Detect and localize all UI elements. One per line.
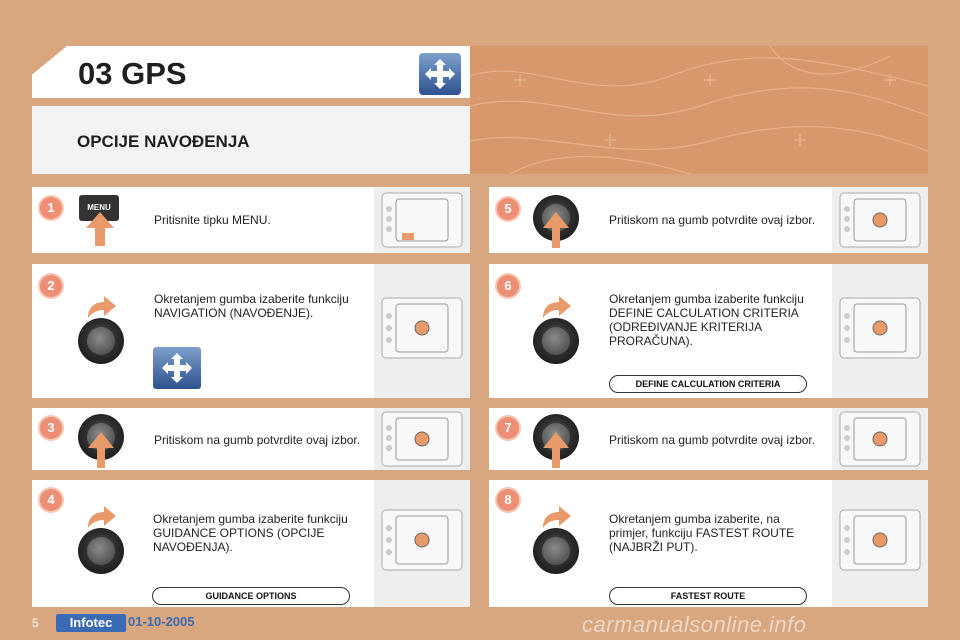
rotate-arrow-icon (541, 296, 571, 318)
watermark: carmanualsonline.info (582, 612, 807, 637)
menu-option-label: DEFINE CALCULATION CRITERIA (609, 375, 807, 393)
radio-unit-image (374, 264, 470, 398)
edition-date: 01-10-2005 (128, 614, 195, 629)
rotary-knob (78, 528, 124, 574)
radio-unit-image (832, 187, 928, 253)
menu-option-label: GUIDANCE OPTIONS (152, 587, 350, 605)
radio-unit-image (832, 480, 928, 607)
press-arrow-icon (543, 212, 569, 248)
press-arrow-icon (86, 212, 114, 246)
page-number: 5 (32, 616, 39, 630)
section-title: OPCIJE NAVOĐENJA (77, 132, 250, 151)
navigation-icon (153, 347, 201, 389)
press-arrow-icon (88, 432, 114, 468)
rotary-knob (533, 528, 579, 574)
step-text: Pritisnite tipku MENU. (154, 213, 271, 227)
step-number-badge: 7 (497, 417, 519, 439)
step-text: Okretanjem gumba izaberite funkciju GUIDANCE OPTIONS (OPCIJE NAVOĐENJA). (153, 512, 348, 554)
step-number-badge: 1 (40, 197, 62, 219)
step-number-badge: 5 (497, 198, 519, 220)
rotary-knob (533, 318, 579, 364)
navigation-icon (419, 53, 461, 95)
step-text: Pritiskom na gumb potvrdite ovaj izbor. (609, 213, 816, 227)
radio-unit-image (374, 187, 470, 253)
rotary-knob (78, 318, 124, 364)
step-text: Okretanjem gumba izaberite, na primjer, funkciju FASTEST ROUTE (NAJBRŽI PUT). (609, 512, 795, 554)
rotate-arrow-icon (541, 506, 571, 528)
rotate-arrow-icon (86, 506, 116, 528)
step-text: Pritiskom na gumb potvrdite ovaj izbor. (154, 433, 361, 447)
step-number-badge: 6 (497, 275, 519, 297)
step-number-badge: 3 (40, 417, 62, 439)
radio-unit-image (374, 408, 470, 470)
menu-button: MENU (79, 195, 119, 221)
step-number-badge: 2 (40, 275, 62, 297)
press-arrow-icon (543, 432, 569, 468)
radio-unit-image (832, 264, 928, 398)
menu-option-label: FASTEST ROUTE (609, 587, 807, 605)
radio-unit-image (374, 480, 470, 607)
rotate-arrow-icon (86, 296, 116, 318)
step-number-badge: 4 (40, 489, 62, 511)
step-number-badge: 8 (497, 489, 519, 511)
step-text: Okretanjem gumba izaberite funkciju NAVIGATION (NAVOĐENJE). (154, 292, 349, 320)
map-background (470, 46, 928, 174)
step-text: Okretanjem gumba izaberite funkciju DEFINE CALCULATION CRITERIA (ODREĐIVANJE KRITERIJA PRORAČUNA). (609, 292, 804, 348)
step-text: Pritiskom na gumb potvrdite ovaj izbor. (609, 433, 816, 447)
radio-unit-image (832, 408, 928, 470)
brand-logo: Infotec (56, 614, 126, 632)
page-title: 03 GPS (78, 56, 187, 91)
